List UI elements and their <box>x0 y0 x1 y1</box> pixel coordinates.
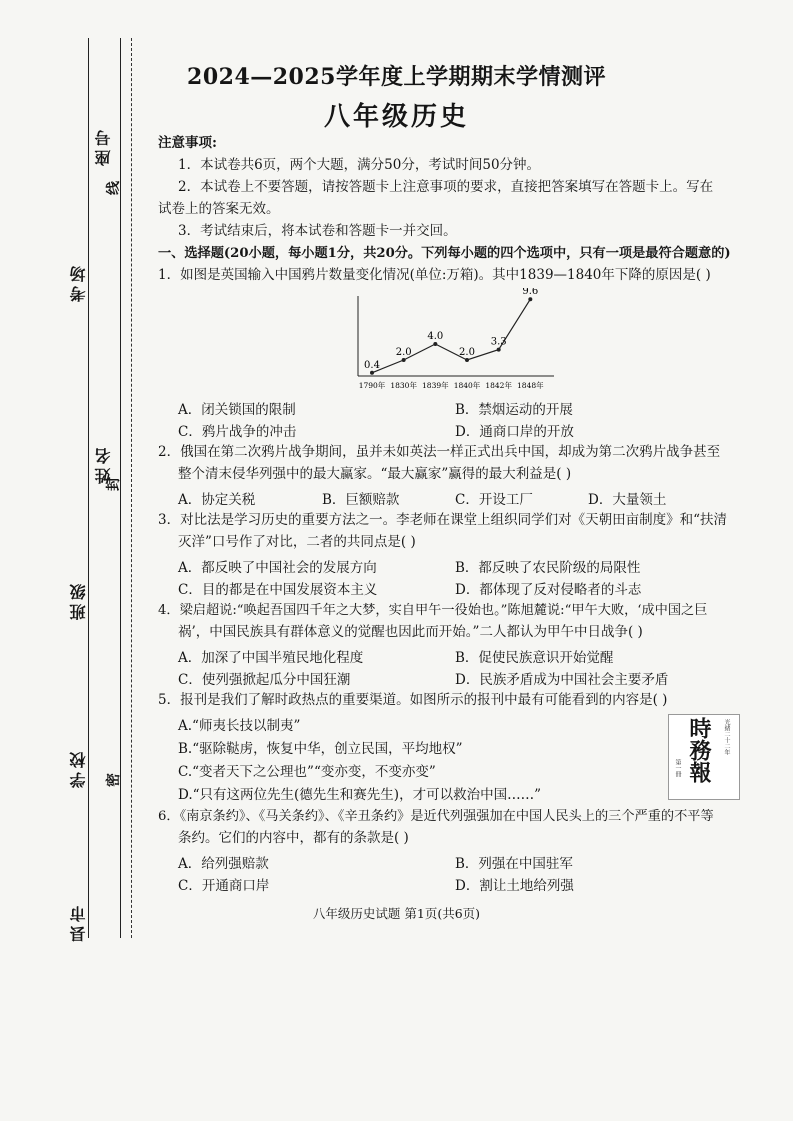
section-heading: 一、选择题(20小题，每小题1分，共20分。下列每小题的四个选项中，只有一项是最符合题意的) <box>158 246 731 261</box>
notice-item-2-cont: 试卷上的答案无效。 <box>158 201 280 217</box>
newspaper-side-left: 光緒二十二年 <box>723 719 730 755</box>
q1-stem: 1．如图是英国输入中国鸦片数量变化情况(单位:万箱)。其中1839—1840年下降的原因是( ) <box>158 267 711 283</box>
q1-option-a: A．闭关锁国的限制 <box>178 402 296 418</box>
notice-item-2: 2．本试卷上不要答题，请按答题卡上注意事项的要求，直接把答案填写在答题卡上。写在 <box>178 179 714 195</box>
q5-option-b: B.“驱除鞑虏，恢复中华，创立民国，平均地权” <box>178 741 463 757</box>
chart-tick-label: 1790年 <box>358 381 386 390</box>
chart-tick-label: 1842年 <box>485 381 512 390</box>
q4-stem-1: 4．梁启超说:“唤起吾国四千年之大梦，实自甲午一役始也。”陈旭麓说:“甲午大败，‘成中国之巨 <box>158 603 708 618</box>
q3-stem-2: 灭洋”口号作了对比，二者的共同点是( ) <box>178 534 416 550</box>
q5-option-d: D.“只有这两位先生(德先生和赛先生)，才可以救治中国……” <box>178 787 541 803</box>
chart-point <box>528 297 532 301</box>
chart-point <box>465 358 469 362</box>
q3-option-d: D．都体现了反对侵略者的斗志 <box>455 582 642 598</box>
chart-data-label: 3.3 <box>490 336 507 348</box>
label-class: 班级 <box>69 580 88 620</box>
q4-option-b: B．促使民族意识开始觉醒 <box>455 650 614 666</box>
q2-stem-1: 2．俄国在第二次鸦片战争期间，虽并未如英法一样正式出兵中国，却成为第二次鸦片战争甚至 <box>158 444 721 460</box>
q6-option-a: A．给列强赔款 <box>178 856 269 872</box>
q3-stem-1: 3．对比法是学习历史的重要方法之一。李老师在课堂上组织同学们对《天朝田亩制度》和“扶清 <box>158 512 727 528</box>
label-room: 考场 <box>69 262 88 302</box>
q5-option-c: C.“变者天下之公理也”“变亦变，不变亦变” <box>178 764 436 780</box>
chart-point <box>433 342 437 346</box>
q2-stem-2: 整个清末侵华列强中的最大赢家。“最大赢家”赢得的最大利益是( ) <box>178 466 572 482</box>
opium-chart <box>342 288 572 396</box>
chart-tick-label: 1830年 <box>390 381 417 390</box>
chart-point <box>370 371 374 375</box>
notice-heading: 注意事项: <box>158 135 217 151</box>
q4-stem-2: 祸’，中国民族具有群体意义的觉醒也因此而开始。”二人都认为甲午中日战争( ) <box>178 624 643 640</box>
q1-option-d: D．通商口岸的开放 <box>455 424 574 440</box>
q6-option-c: C．开通商口岸 <box>178 878 270 894</box>
exam-title: 2024—2025学年度上学期期末学情测评 <box>187 64 606 90</box>
newspaper-side-right: 第一冊 <box>674 759 681 777</box>
chart-point <box>497 348 501 352</box>
label-name: 姓名 <box>94 444 113 484</box>
newspaper-title: 時務報 <box>686 717 712 783</box>
chart-data-label: 4.0 <box>427 331 444 342</box>
label-county: 县市 <box>69 902 88 942</box>
page-footer: 八年级历史试题 第1页(共6页) <box>312 906 481 921</box>
notice-item-3: 3．考试结束后，将本试卷和答题卡一并交回。 <box>178 223 457 239</box>
q2-option-a: A．协定关税 <box>178 492 256 508</box>
chart-data-label: 2.0 <box>459 347 475 358</box>
q1-option-c: C．鸦片战争的冲击 <box>178 424 297 440</box>
chart-point <box>402 358 406 362</box>
chart-tick-label: 1848年 <box>517 381 544 390</box>
notice-item-1: 1．本试卷共6页，两个大题，满分50分，考试时间50分钟。 <box>178 157 541 173</box>
q5-option-a: A.“师夷长技以制夷” <box>178 718 301 734</box>
seal-char-close: 密 <box>106 773 122 787</box>
chart-data-label: 9.6 <box>522 288 539 298</box>
chart-data-label: 2.0 <box>395 347 412 358</box>
q4-option-a: A．加深了中国半殖民地化程度 <box>178 650 364 666</box>
q2-option-c: C．开设工厂 <box>455 492 533 508</box>
binding-line-outer <box>88 38 89 938</box>
newspaper-image <box>668 714 740 800</box>
chart-tick-label: 1840年 <box>453 381 481 390</box>
label-seat: 座号 <box>94 126 113 166</box>
q2-option-d: D．大量领土 <box>588 492 667 508</box>
q6-option-b: B．列强在中国驻军 <box>455 856 573 872</box>
q4-option-c: C．使列强掀起瓜分中国狂潮 <box>178 672 351 688</box>
q5-stem: 5．报刊是我们了解时政热点的重要渠道。如图所示的报刊中最有可能看到的内容是( ) <box>158 692 668 708</box>
exam-subject: 八年级历史 <box>323 102 469 132</box>
q6-stem-1: 6．《南京条约》、《马关条约》、《辛丑条约》是近代列强强加在中国人民头上的三个严重的不平等 <box>158 809 714 824</box>
q6-option-d: D．割让土地给列强 <box>455 878 574 894</box>
seal-dashed-line <box>131 38 132 938</box>
q1-option-b: B．禁烟运动的开展 <box>455 402 573 418</box>
chart-tick-label: 1839年 <box>422 381 449 390</box>
q3-option-b: B．都反映了农民阶级的局限性 <box>455 560 641 576</box>
q3-option-a: A．都反映了中国社会的发展方向 <box>178 560 377 576</box>
q3-option-c: C．目的都是在中国发展资本主义 <box>178 582 378 598</box>
chart-data-label: 0.4 <box>364 359 380 371</box>
q4-option-d: D．民族矛盾成为中国社会主要矛盾 <box>455 672 669 688</box>
label-school: 学校 <box>69 748 88 788</box>
seal-char-line: 线 <box>106 181 122 195</box>
q6-stem-2: 条约。它们的内容中，都有的条款是( ) <box>178 830 409 846</box>
q2-option-b: B．巨额赔款 <box>322 492 400 508</box>
seal-char-seal: 封 <box>106 477 122 491</box>
